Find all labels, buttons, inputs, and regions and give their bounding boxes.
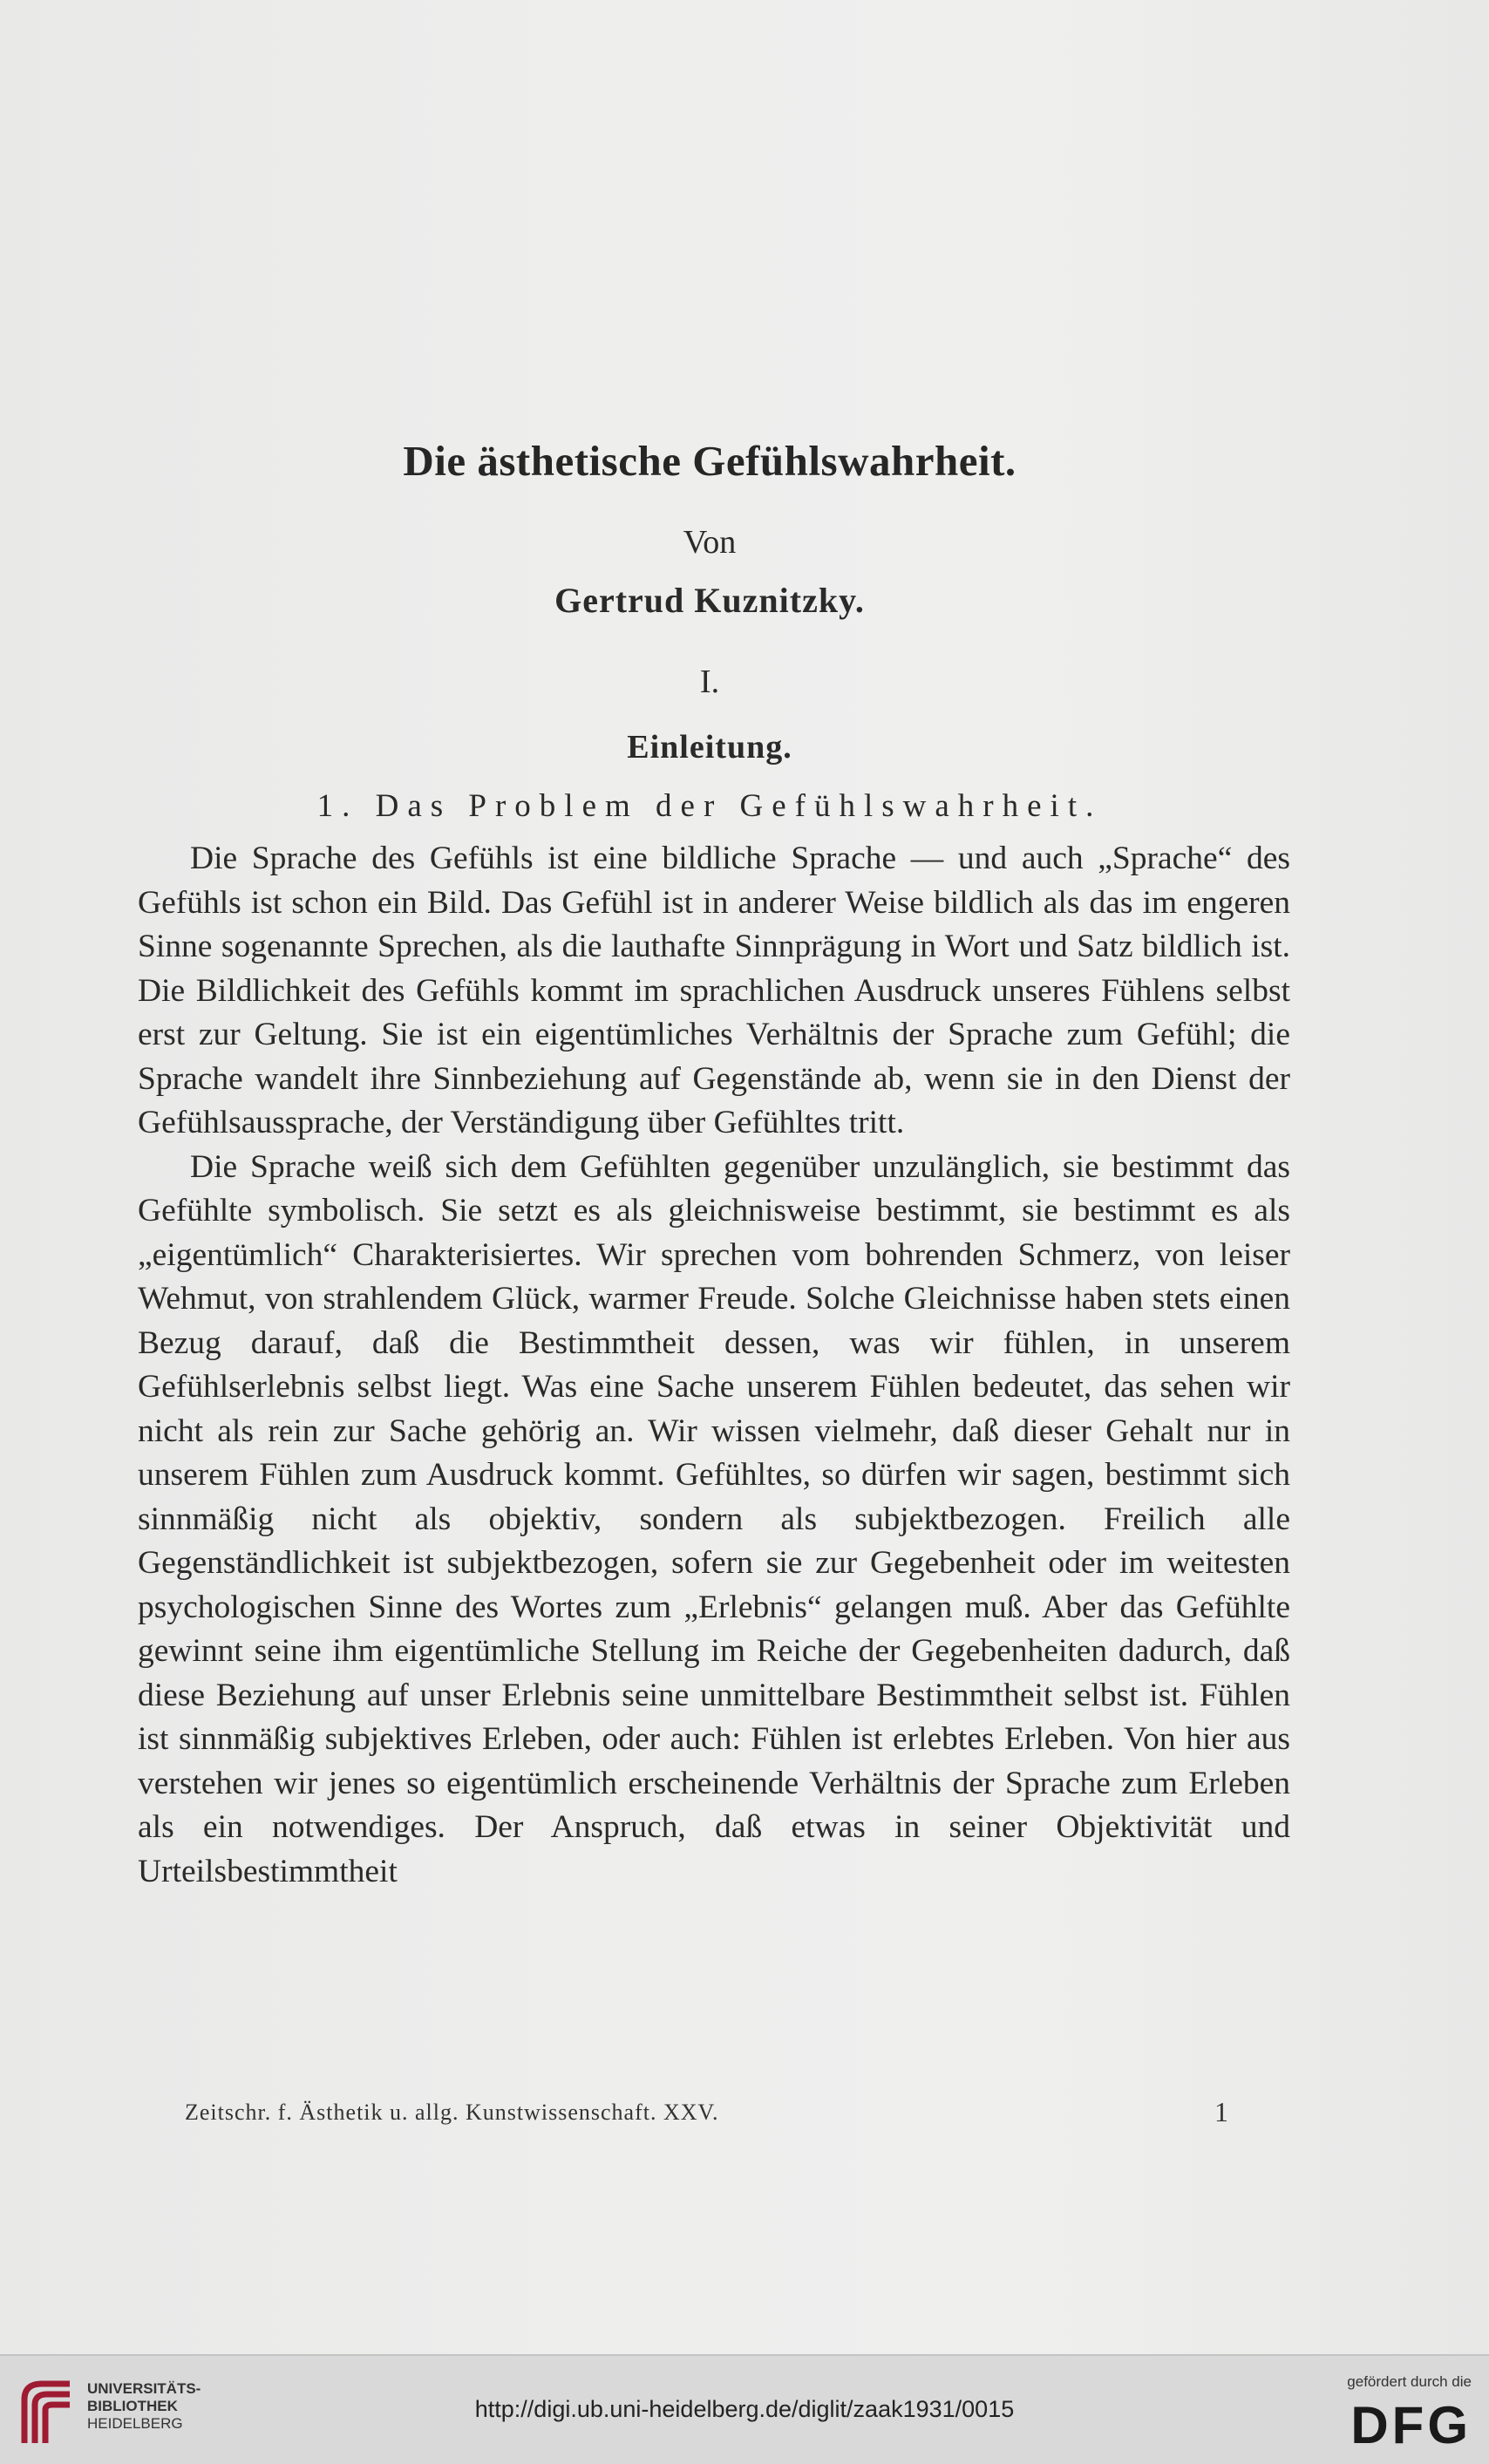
library-name-line: UNIVERSITÄTS- bbox=[87, 2380, 201, 2397]
section-heading: 1. Das Problem der Gefühlswahrheit. bbox=[316, 788, 1103, 824]
chapter-heading: Einleitung. bbox=[627, 729, 792, 766]
body-text bbox=[138, 837, 1290, 1894]
paragraph: Die Sprache weiß sich dem Gefühlten gegenüber unzulänglich, sie bestimmt das Gefühlte symbolisch. Sie setzt es als gleichnisweise bestimmt, sie bestimmt es als „eigentümlich“ Charakterisiertes. Wir sprechen vom bohrenden Schmerz, von leiser Wehmut, von strahlendem Glück, warmer Freude. Solche Gleichnisse haben stets einen Bezug darauf, daß die Bestimmtheit dessen, was wir fühlen, in unserem Gefühlserlebnis selbst liegt. Was eine Sache unserem Fühlen bedeutet, das sehen wir nicht als rein zur Sache gehörig an. Wir wissen vielmehr, daß dieser Gehalt nur in unserem Fühlen zum Ausdruck kommt. Gefühltes, so dürfen wir sagen, bestimmt sich sinnmäßig nicht als objektiv, sondern als subjektbezogen. Freilich alle Gegenständlichkeit ist subjektbezogen, sofern sie zur Gegebenheit oder im weitesten psychologischen Sinne des Wortes zum „Erlebnis“ gelangen muß. Aber das Gefühlte gewinnt seine ihm eigentümliche Stellung im Reiche der Gegebenheiten dadurch, daß diese Beziehung auf unser Erlebnis seine unmittelbare Bestimmtheit selbst ist. Fühlen ist sinnmäßig subjektives Erleben, oder auch: Fühlen ist erlebtes Erleben. Von hier aus verstehen wir jenes so eigentümlich erscheinende Verhältnis der Sprache zum Erleben als ein notwendiges. Der Anspruch, daß etwas in seiner Objektivität und Urteilsbestimmtheit bbox=[138, 1148, 1290, 1889]
page-number: 1 bbox=[1214, 2096, 1228, 2127]
author-name: Gertrud Kuznitzky. bbox=[554, 581, 865, 620]
footer-bar bbox=[0, 2354, 1489, 2464]
paragraph: Die Sprache des Gefühls ist eine bildliche Sprache — und auch „Sprache“ des Gefühls ist schon ein Bild. Das Gefühl ist in anderer Weise bildlich als das im engeren Sinne sogenannte Sprechen, als die lauthafte Sinnprägung in Wort und Satz bildlich ist. Die Bildlichkeit des Gefühls kommt im sprachlichen Ausdruck unseres Fühlens selbst erst zur Geltung. Sie ist ein eigentümliches Verhältnis der Sprache zum Gefühl; die Sprache wandelt ihre Sinnbeziehung auf Gegenstände ab, wenn sie in den Dienst der Gefühlsaussprache, der Verständigung über Gefühltes tritt. bbox=[138, 841, 1290, 1140]
part-number: I. bbox=[699, 664, 720, 700]
by-line: Von bbox=[683, 524, 737, 561]
running-foot: Zeitschr. f. Ästhetik u. allg. Kunstwissenschaft. XXV. bbox=[185, 2100, 719, 2125]
dfg-logo: DFG bbox=[1350, 2396, 1472, 2454]
permalink-url[interactable]: http://digi.ub.uni-heidelberg.de/diglit/zaak1931/0015 bbox=[474, 2396, 1015, 2422]
article-title: Die ästhetische Gefühlswahrheit. bbox=[403, 437, 1016, 485]
library-name-line: HEIDELBERG bbox=[87, 2415, 183, 2432]
library-name-line: BIBLIOTHEK bbox=[87, 2398, 178, 2414]
funding-note: gefördert durch die bbox=[1347, 2373, 1472, 2390]
